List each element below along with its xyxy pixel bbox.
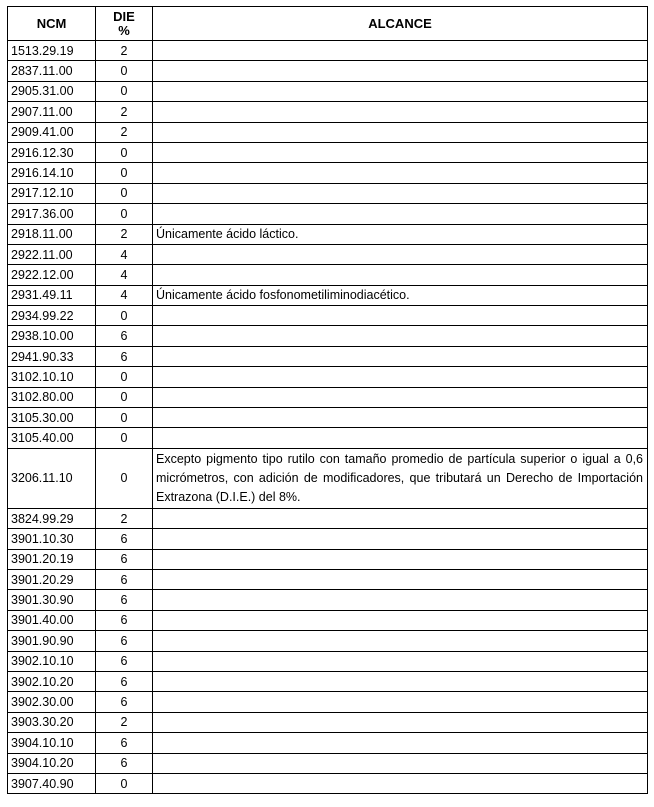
alcance-cell [153,122,648,142]
alcance-cell [153,773,648,793]
table-row [8,326,648,346]
table-row [8,285,648,305]
table-row [8,631,648,651]
ncm-cell: 3902.10.20 [8,671,96,691]
table-row [8,163,648,183]
alcance-cell [153,712,648,732]
header-die: DIE % [96,7,153,41]
table-row [8,244,648,264]
die-cell: 6 [96,549,153,569]
die-cell: 2 [96,224,153,244]
alcance-cell [153,81,648,101]
header-alcance: ALCANCE [153,7,648,41]
die-cell: 0 [96,163,153,183]
ncm-cell: 2917.36.00 [8,204,96,224]
alcance-cell [153,306,648,326]
ncm-cell: 3901.20.19 [8,549,96,569]
alcance-cell [153,733,648,753]
ncm-cell: 2931.49.11 [8,285,96,305]
table-row [8,508,648,528]
tariff-table-container [7,6,648,794]
die-cell: 0 [96,204,153,224]
ncm-cell: 3824.99.29 [8,508,96,528]
alcance-cell [153,753,648,773]
die-cell: 0 [96,61,153,81]
die-cell: 0 [96,773,153,793]
table-row [8,408,648,428]
die-cell: 6 [96,671,153,691]
table-row [8,183,648,203]
alcance-cell [153,569,648,589]
alcance-cell [153,651,648,671]
alcance-cell [153,326,648,346]
ncm-cell: 3904.10.10 [8,733,96,753]
alcance-cell [153,408,648,428]
alcance-cell [153,204,648,224]
die-cell: 0 [96,387,153,407]
alcance-cell [153,631,648,651]
ncm-cell: 2837.11.00 [8,61,96,81]
die-cell: 0 [96,408,153,428]
alcance-cell [153,529,648,549]
ncm-cell: 3105.30.00 [8,408,96,428]
ncm-cell: 3907.40.90 [8,773,96,793]
die-cell: 0 [96,367,153,387]
die-cell: 0 [96,306,153,326]
die-cell: 2 [96,122,153,142]
alcance-cell: Únicamente ácido láctico. [153,224,648,244]
die-cell: 6 [96,753,153,773]
ncm-cell: 3902.10.10 [8,651,96,671]
ncm-cell: 2922.11.00 [8,244,96,264]
die-cell: 6 [96,651,153,671]
table-row [8,448,648,508]
table-row [8,590,648,610]
table-row [8,61,648,81]
table-row [8,549,648,569]
alcance-cell [153,102,648,122]
table-row [8,610,648,630]
header-row [8,7,648,41]
die-cell: 0 [96,81,153,101]
table-row [8,753,648,773]
table-row [8,41,648,61]
table-row [8,773,648,793]
ncm-cell: 2938.10.00 [8,326,96,346]
die-cell: 6 [96,569,153,589]
ncm-cell: 2941.90.33 [8,346,96,366]
ncm-cell: 3206.11.10 [8,448,96,508]
alcance-cell [153,508,648,528]
ncm-cell: 3901.90.90 [8,631,96,651]
table-row [8,224,648,244]
ncm-cell: 3105.40.00 [8,428,96,448]
table-body [8,41,648,794]
table-row [8,712,648,732]
die-cell: 6 [96,529,153,549]
table-row [8,367,648,387]
die-cell: 0 [96,428,153,448]
alcance-cell [153,671,648,691]
alcance-cell [153,61,648,81]
table-row [8,651,648,671]
ncm-cell: 2922.12.00 [8,265,96,285]
ncm-cell: 2907.11.00 [8,102,96,122]
table-row [8,387,648,407]
alcance-cell [153,387,648,407]
ncm-cell: 3102.80.00 [8,387,96,407]
die-cell: 6 [96,733,153,753]
ncm-cell: 3901.40.00 [8,610,96,630]
tariff-table [7,6,648,794]
table-row [8,142,648,162]
alcance-cell [153,265,648,285]
die-cell: 6 [96,631,153,651]
header-ncm: NCM [8,7,96,41]
die-cell: 2 [96,508,153,528]
ncm-cell: 2918.11.00 [8,224,96,244]
table-row [8,529,648,549]
die-cell: 6 [96,326,153,346]
alcance-cell [153,610,648,630]
ncm-cell: 2909.41.00 [8,122,96,142]
table-row [8,346,648,366]
table-row [8,81,648,101]
die-cell: 6 [96,346,153,366]
die-cell: 6 [96,590,153,610]
table-row [8,306,648,326]
die-cell: 4 [96,244,153,264]
table-row [8,428,648,448]
die-cell: 2 [96,102,153,122]
alcance-cell [153,549,648,569]
alcance-cell [153,142,648,162]
ncm-cell: 3102.10.10 [8,367,96,387]
ncm-cell: 2934.99.22 [8,306,96,326]
alcance-cell: Únicamente ácido fosfonometiliminodiacético. [153,285,648,305]
alcance-cell [153,163,648,183]
die-cell: 6 [96,692,153,712]
die-cell: 0 [96,142,153,162]
die-cell: 2 [96,712,153,732]
ncm-cell: 2917.12.10 [8,183,96,203]
ncm-cell: 3904.10.20 [8,753,96,773]
die-cell: 2 [96,41,153,61]
ncm-cell: 1513.29.19 [8,41,96,61]
ncm-cell: 3902.30.00 [8,692,96,712]
table-row [8,204,648,224]
ncm-cell: 3901.30.90 [8,590,96,610]
ncm-cell: 2916.12.30 [8,142,96,162]
die-cell: 0 [96,183,153,203]
die-cell: 0 [96,448,153,508]
ncm-cell: 3901.20.29 [8,569,96,589]
alcance-cell [153,41,648,61]
table-row [8,671,648,691]
ncm-cell: 3901.10.30 [8,529,96,549]
ncm-cell: 3903.30.20 [8,712,96,732]
alcance-cell [153,183,648,203]
alcance-cell [153,244,648,264]
table-row [8,122,648,142]
table-row [8,733,648,753]
table-row [8,102,648,122]
ncm-cell: 2905.31.00 [8,81,96,101]
alcance-cell [153,428,648,448]
alcance-cell: Excepto pigmento tipo rutilo con tamaño promedio de partícula superior o igual a 0,6 micrómetros, con adición de modificadores, que tributará un Derecho de Importación Extrazona (D.I.E.) del 8%. [153,448,648,508]
alcance-cell [153,692,648,712]
alcance-cell [153,590,648,610]
ncm-cell: 2916.14.10 [8,163,96,183]
die-cell: 4 [96,265,153,285]
die-cell: 4 [96,285,153,305]
die-cell: 6 [96,610,153,630]
alcance-cell [153,367,648,387]
alcance-cell [153,346,648,366]
table-row [8,692,648,712]
table-row [8,569,648,589]
table-row [8,265,648,285]
